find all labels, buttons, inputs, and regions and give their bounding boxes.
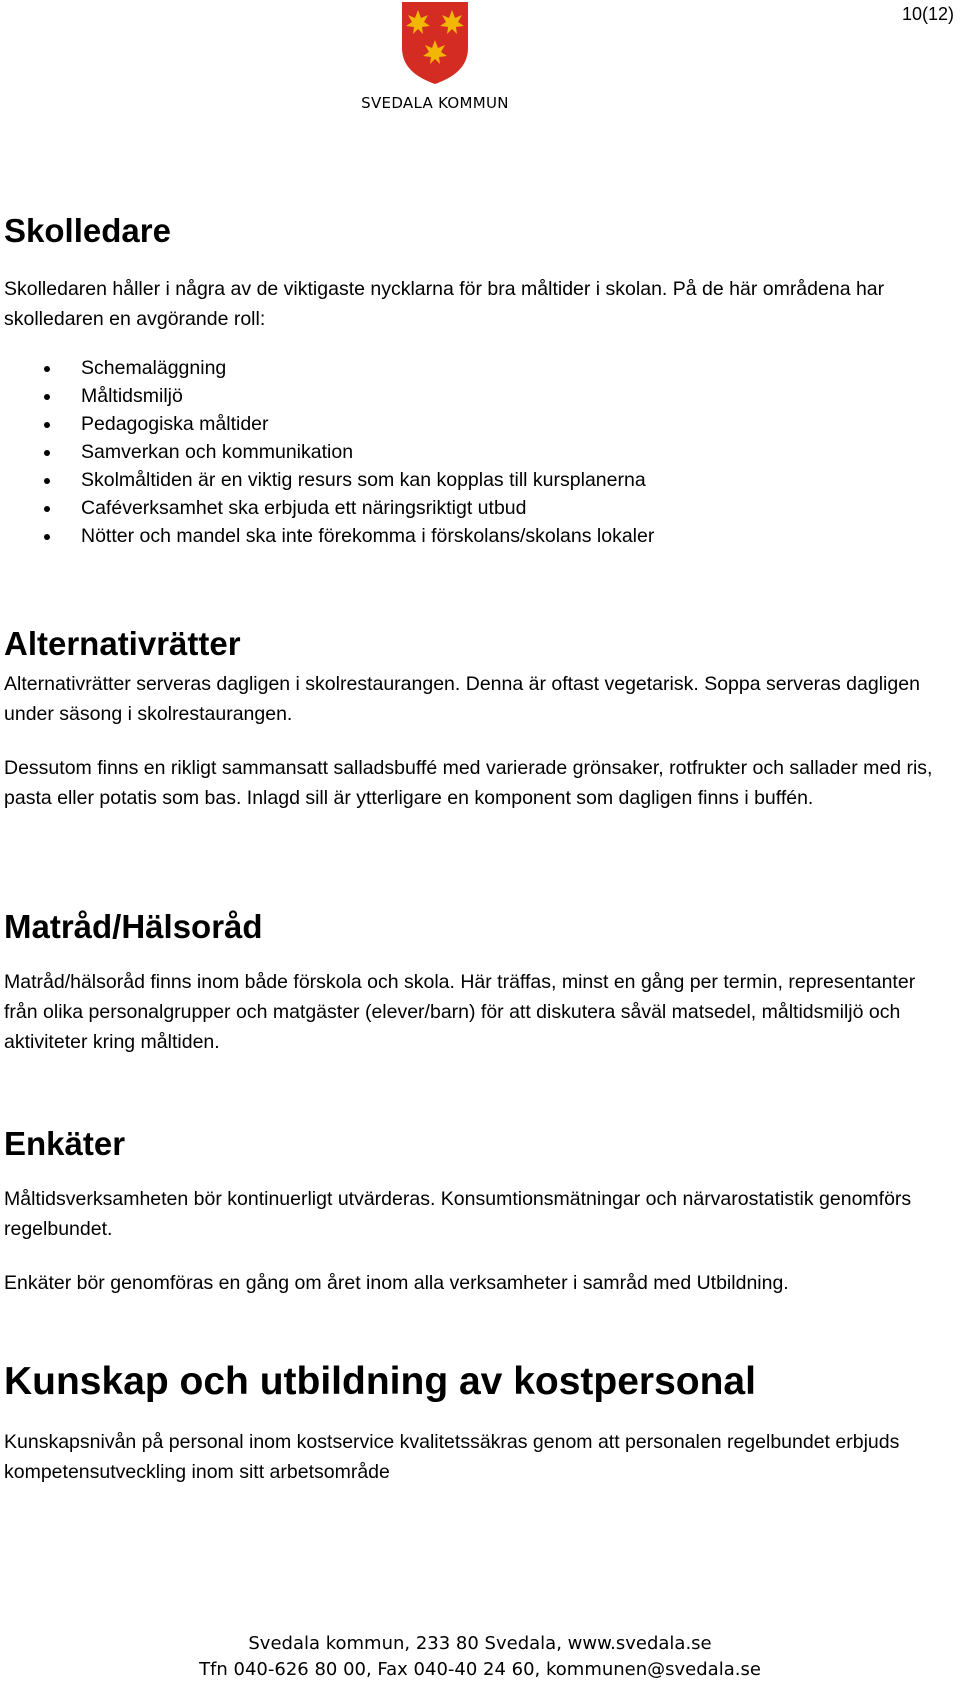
bullet-icon bbox=[44, 478, 50, 484]
list-item: Nötter och mandel ska inte förekomma i förskolans/skolans lokaler bbox=[40, 522, 654, 550]
list-item: Måltidsmiljö bbox=[40, 382, 654, 410]
bullet-icon bbox=[44, 366, 50, 372]
alternativ-paragraph-2: Dessutom finns en rikligt sammansatt salladsbuffé med varierade grönsaker, rotfrukter och sallader med ris, pasta eller potatis som bas. Inlagd sill är ytterligare en komponent som dagligen finns i buffén. bbox=[4, 757, 933, 809]
bullet-icon bbox=[44, 422, 50, 428]
bullet-icon bbox=[44, 534, 50, 540]
bullet-icon bbox=[44, 450, 50, 456]
footer-address: Svedala kommun, 233 80 Svedala, www.svedala.se bbox=[248, 1633, 712, 1654]
list-item: Schemaläggning bbox=[40, 354, 654, 382]
logo-text: SVEDALA KOMMUN bbox=[361, 94, 509, 112]
coat-of-arms-icon bbox=[400, 0, 470, 86]
kunskap-paragraph: Kunskapsnivån på personal inom kostservice kvalitetssäkras genom att personalen regelbundet erbjuds kompetensutveckling inom sitt arbetsområde bbox=[4, 1431, 900, 1483]
matrad-paragraph: Matråd/hälsoråd finns inom både förskola och skola. Här träffas, minst en gång per termin, representanter från olika personalgrupper och matgäster (elever/barn) för att diskutera såväl matsedel, måltidsmiljö och aktiviteter kring måltiden. bbox=[4, 971, 916, 1053]
bullet-icon bbox=[44, 506, 50, 512]
enkater-paragraph-1: Måltidsverksamheten bör kontinuerligt utvärderas. Konsumtionsmätningar och närvarostatistik genomförs regelbundet. bbox=[4, 1188, 912, 1240]
page-number: 10(12) bbox=[901, 4, 954, 24]
heading-alternativratter: Alternativrätter bbox=[4, 625, 241, 662]
enkater-paragraph-2: Enkäter bör genomföras en gång om året inom alla verksamheter i samråd med Utbildning. bbox=[4, 1272, 789, 1294]
bullet-icon bbox=[44, 394, 50, 400]
alternativ-paragraph-1: Alternativrätter serveras dagligen i skolrestaurangen. Denna är oftast vegetarisk. Soppa serveras dagligen under säsong i skolrestaurangen. bbox=[4, 673, 920, 725]
skolledare-intro: Skolledaren håller i några av de viktigaste nycklarna för bra måltider i skolan. På de här områdena har skolledaren en avgörande roll: bbox=[4, 278, 885, 330]
footer-contact: Tfn 040-626 80 00, Fax 040-40 24 60, kommunen@svedala.se bbox=[199, 1659, 761, 1680]
list-item: Caféverksamhet ska erbjuda ett näringsriktigt utbud bbox=[40, 494, 654, 522]
heading-matrad: Matråd/Hälsoråd bbox=[4, 908, 263, 945]
list-item: Pedagogiska måltider bbox=[40, 410, 654, 438]
list-item: Skolmåltiden är en viktig resurs som kan kopplas till kursplanerna bbox=[40, 466, 654, 494]
heading-enkater: Enkäter bbox=[4, 1125, 126, 1162]
heading-skolledare: Skolledare bbox=[4, 212, 171, 249]
municipality-logo bbox=[350, 0, 520, 112]
list-item: Samverkan och kommunikation bbox=[40, 438, 654, 466]
heading-kunskap: Kunskap och utbildning av kostpersonal bbox=[4, 1360, 756, 1403]
skolledare-bullet-list bbox=[40, 354, 654, 550]
